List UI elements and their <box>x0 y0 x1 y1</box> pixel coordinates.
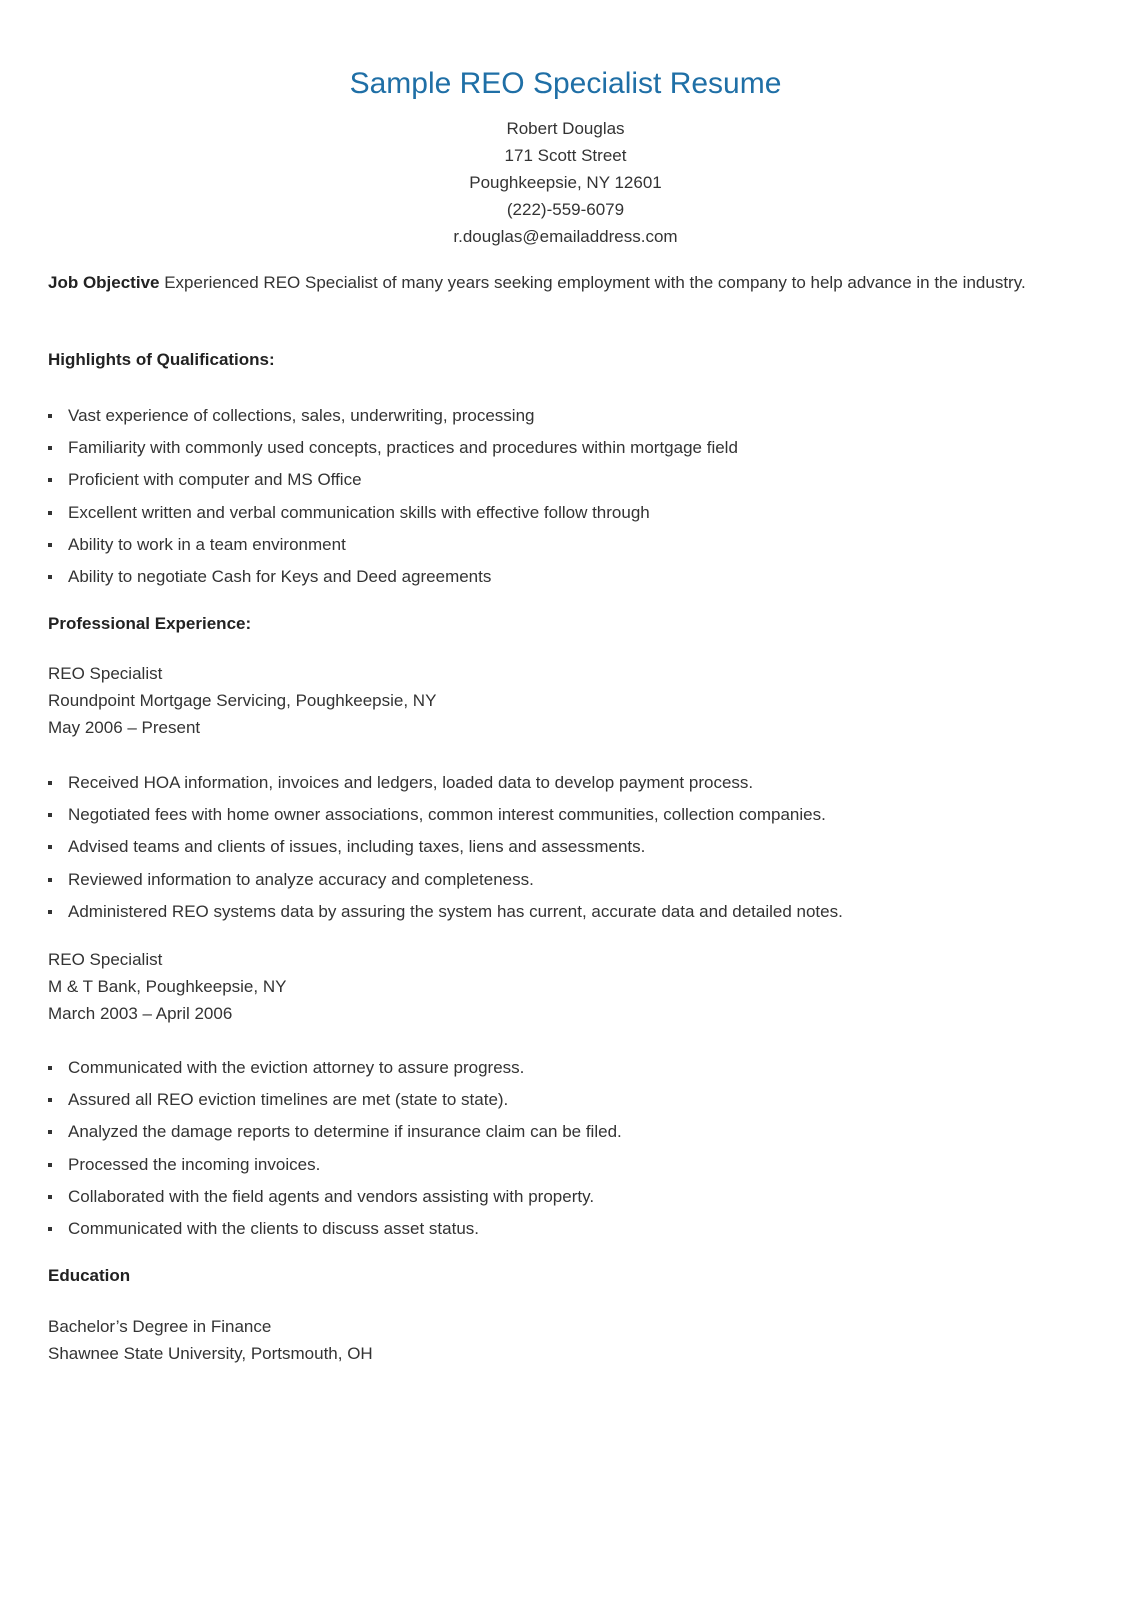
education-school: Shawnee State University, Portsmouth, OH <box>48 1344 373 1363</box>
list-item: Received HOA information, invoices and ledgers, loaded data to develop payment process. <box>48 769 1088 801</box>
contact-phone: (222)-559-6079 <box>506 200 625 219</box>
list-item: Assured all REO eviction timelines are met (state to state). <box>48 1086 1088 1118</box>
job-1-duties <box>48 769 1088 930</box>
list-item: Administered REO systems data by assuring the system has current, accurate data and detailed notes. <box>48 898 1088 930</box>
list-item: Excellent written and verbal communication skills with effective follow through <box>48 499 1088 531</box>
job-company: M & T Bank, Poughkeepsie, NY <box>48 977 287 996</box>
contact-city: Poughkeepsie, NY 12601 <box>469 173 662 192</box>
contact-email: r.douglas@emailaddress.com <box>453 227 678 246</box>
job-dates: March 2003 – April 2006 <box>48 1004 233 1023</box>
highlights-heading: Highlights of Qualifications: <box>48 350 275 369</box>
job-company: Roundpoint Mortgage Servicing, Poughkeepsie, NY <box>48 691 437 710</box>
experience-heading: Professional Experience: <box>48 614 252 633</box>
job-objective-label: Job Objective <box>48 273 160 292</box>
list-item: Ability to negotiate Cash for Keys and Deed agreements <box>48 563 1088 595</box>
job-title: REO Specialist <box>48 950 163 969</box>
list-item: Processed the incoming invoices. <box>48 1151 1088 1183</box>
list-item: Proficient with computer and MS Office <box>48 466 1088 498</box>
contact-block <box>0 115 1131 250</box>
list-item: Vast experience of collections, sales, underwriting, processing <box>48 402 1088 434</box>
job-1-header <box>48 660 1088 741</box>
list-item: Communicated with the eviction attorney to assure progress. <box>48 1054 1088 1086</box>
education-degree: Bachelor’s Degree in Finance <box>48 1317 272 1336</box>
list-item: Reviewed information to analyze accuracy and completeness. <box>48 866 1088 898</box>
list-item: Negotiated fees with home owner associations, common interest communities, collection companies. <box>48 801 1088 833</box>
contact-name: Robert Douglas <box>506 119 625 138</box>
job-2-header <box>48 946 1088 1027</box>
job-objective <box>48 269 1088 296</box>
list-item: Communicated with the clients to discuss asset status. <box>48 1215 1088 1247</box>
job-dates: May 2006 – Present <box>48 718 201 737</box>
contact-street: 171 Scott Street <box>504 146 627 165</box>
highlights-list <box>48 402 1088 595</box>
list-item: Familiarity with commonly used concepts, practices and procedures within mortgage field <box>48 434 1088 466</box>
list-item: Collaborated with the field agents and vendors assisting with property. <box>48 1183 1088 1215</box>
list-item: Ability to work in a team environment <box>48 531 1088 563</box>
list-item: Analyzed the damage reports to determine if insurance claim can be filed. <box>48 1118 1088 1150</box>
list-item: Advised teams and clients of issues, including taxes, liens and assessments. <box>48 833 1088 865</box>
job-2-duties <box>48 1054 1088 1247</box>
job-title: REO Specialist <box>48 664 163 683</box>
job-objective-text: Experienced REO Specialist of many years seeking employment with the company to help advance in the industry. <box>159 273 1026 292</box>
education-block <box>48 1313 1088 1367</box>
education-heading: Education <box>48 1266 131 1285</box>
page-title: Sample REO Specialist Resume <box>349 67 782 100</box>
